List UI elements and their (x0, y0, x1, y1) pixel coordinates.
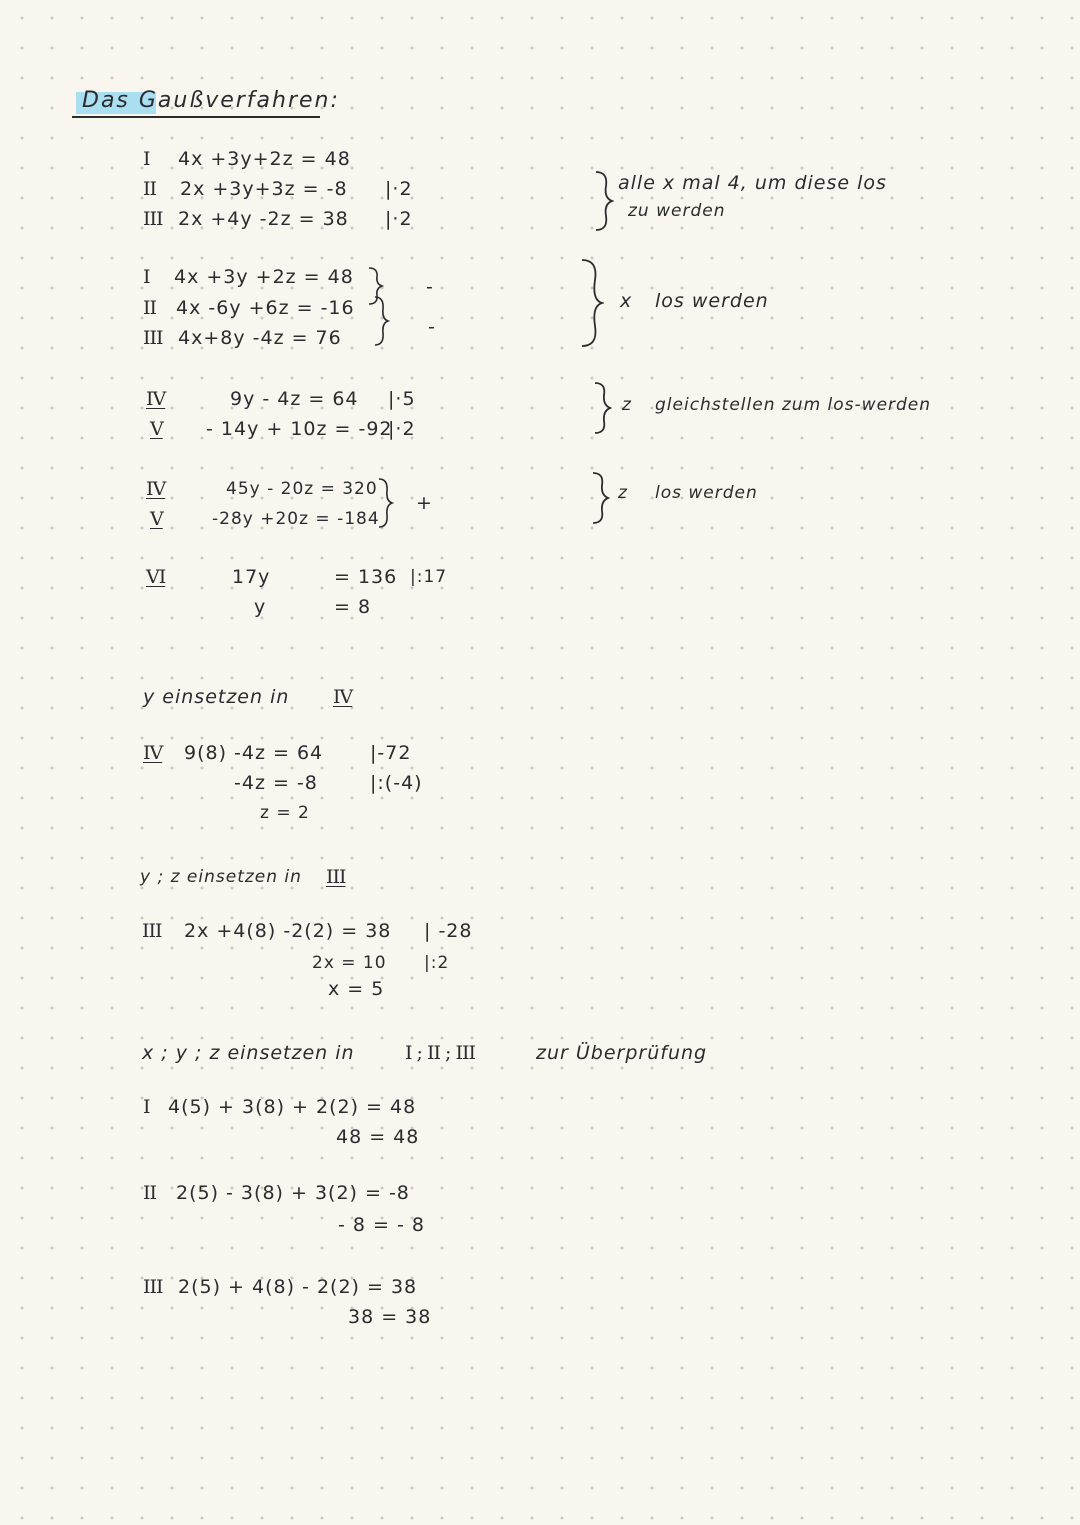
subtract-sign: - (426, 276, 434, 298)
curly-brace-icon (578, 256, 604, 350)
eq-number: II (143, 1182, 157, 1204)
eq-number: III (142, 920, 162, 942)
check-result: - 8 = - 8 (338, 1214, 425, 1236)
annotation-variable: z (622, 395, 632, 415)
curly-brace-icon (590, 470, 610, 526)
step-heading: y einsetzen in (143, 686, 290, 708)
eq-number: V (150, 418, 163, 440)
equation: 4x +3y +2z = 48 (174, 266, 354, 288)
eq-number: II (143, 297, 157, 319)
eq-number: II (143, 178, 157, 200)
equation: -4z = -8 (234, 772, 318, 794)
operation: | -28 (424, 920, 473, 942)
eq-number: III (143, 208, 163, 230)
check-equation: 4(5) + 3(8) + 2(2) = 48 (168, 1096, 417, 1118)
annotation-variable: z (618, 483, 628, 503)
equation: -28y +20z = -184 (212, 509, 380, 529)
check-equation: 2(5) - 3(8) + 3(2) = -8 (176, 1182, 410, 1204)
equation: 4x+8y -4z = 76 (178, 327, 342, 349)
result: x = 5 (328, 978, 385, 1000)
eq-number: I (143, 148, 150, 170)
operation: |:17 (410, 567, 448, 587)
equation: 2x = 10 (312, 953, 387, 973)
eq-number: I (143, 1096, 150, 1118)
equation: 2x +4y -2z = 38 (178, 208, 349, 230)
check-equation: 2(5) + 4(8) - 2(2) = 38 (178, 1276, 418, 1298)
equation: 9(8) -4z = 64 (184, 742, 324, 764)
eq-number: IV (146, 478, 166, 500)
equation: - 14y + 10z = -92 (206, 418, 393, 440)
annotation: alle x mal 4, um diese los (618, 172, 887, 194)
title-text: Das Gaußverfahren: (82, 88, 340, 113)
eq-number: VI (146, 566, 166, 588)
eq-number: IV (333, 686, 353, 708)
add-sign: + (416, 492, 433, 514)
annotation: los werden (655, 290, 769, 312)
page-title (72, 86, 340, 120)
equation-lhs: 17y (232, 566, 271, 588)
step-heading: y ; z einsetzen in (140, 867, 302, 887)
check-result: 38 = 38 (348, 1306, 432, 1328)
operation: |·5 (388, 388, 416, 410)
eq-number: III (143, 1276, 163, 1298)
operation: |:(-4) (370, 772, 423, 794)
eq-number: III (143, 327, 163, 349)
result: z = 2 (260, 803, 310, 823)
eq-number: IV (143, 742, 163, 764)
curly-brace-icon (592, 168, 614, 234)
annotation: los werden (655, 483, 758, 503)
title-underline (72, 116, 320, 118)
equation: 2x +4(8) -2(2) = 38 (184, 920, 392, 942)
check-result: 48 = 48 (336, 1126, 420, 1148)
curly-brace-icon (372, 294, 390, 348)
result: = 8 (334, 596, 372, 618)
equation: 45y - 20z = 320 (226, 479, 378, 499)
eq-number: IV (146, 388, 166, 410)
equation: 2x +3y+3z = -8 (180, 178, 348, 200)
step-heading-tail: zur Überprüfung (536, 1042, 708, 1064)
eq-number: I (143, 266, 150, 288)
curly-brace-icon (592, 380, 612, 436)
eq-number: V (150, 508, 163, 530)
step-heading: x ; y ; z einsetzen in (142, 1042, 355, 1064)
operation: |·2 (385, 178, 413, 200)
operation: |:2 (424, 953, 450, 973)
equation: 9y - 4z = 64 (230, 388, 359, 410)
operation: |-72 (370, 742, 412, 764)
curly-brace-icon (376, 476, 394, 530)
annotation: zu werden (628, 201, 726, 221)
eq-number: III (326, 866, 346, 888)
operation: |·2 (385, 208, 413, 230)
equation: 4x -6y +6z = -16 (176, 297, 355, 319)
subtract-sign: - (428, 316, 436, 338)
operation: |·2 (388, 418, 416, 440)
equation-lhs: y (254, 596, 267, 618)
equation-rhs: = 136 (334, 566, 398, 588)
annotation: gleichstellen zum los-werden (655, 395, 932, 415)
equation: 4x +3y+2z = 48 (178, 148, 351, 170)
annotation-variable: x (620, 290, 633, 312)
eq-numbers: I ; II ; III (405, 1042, 475, 1064)
